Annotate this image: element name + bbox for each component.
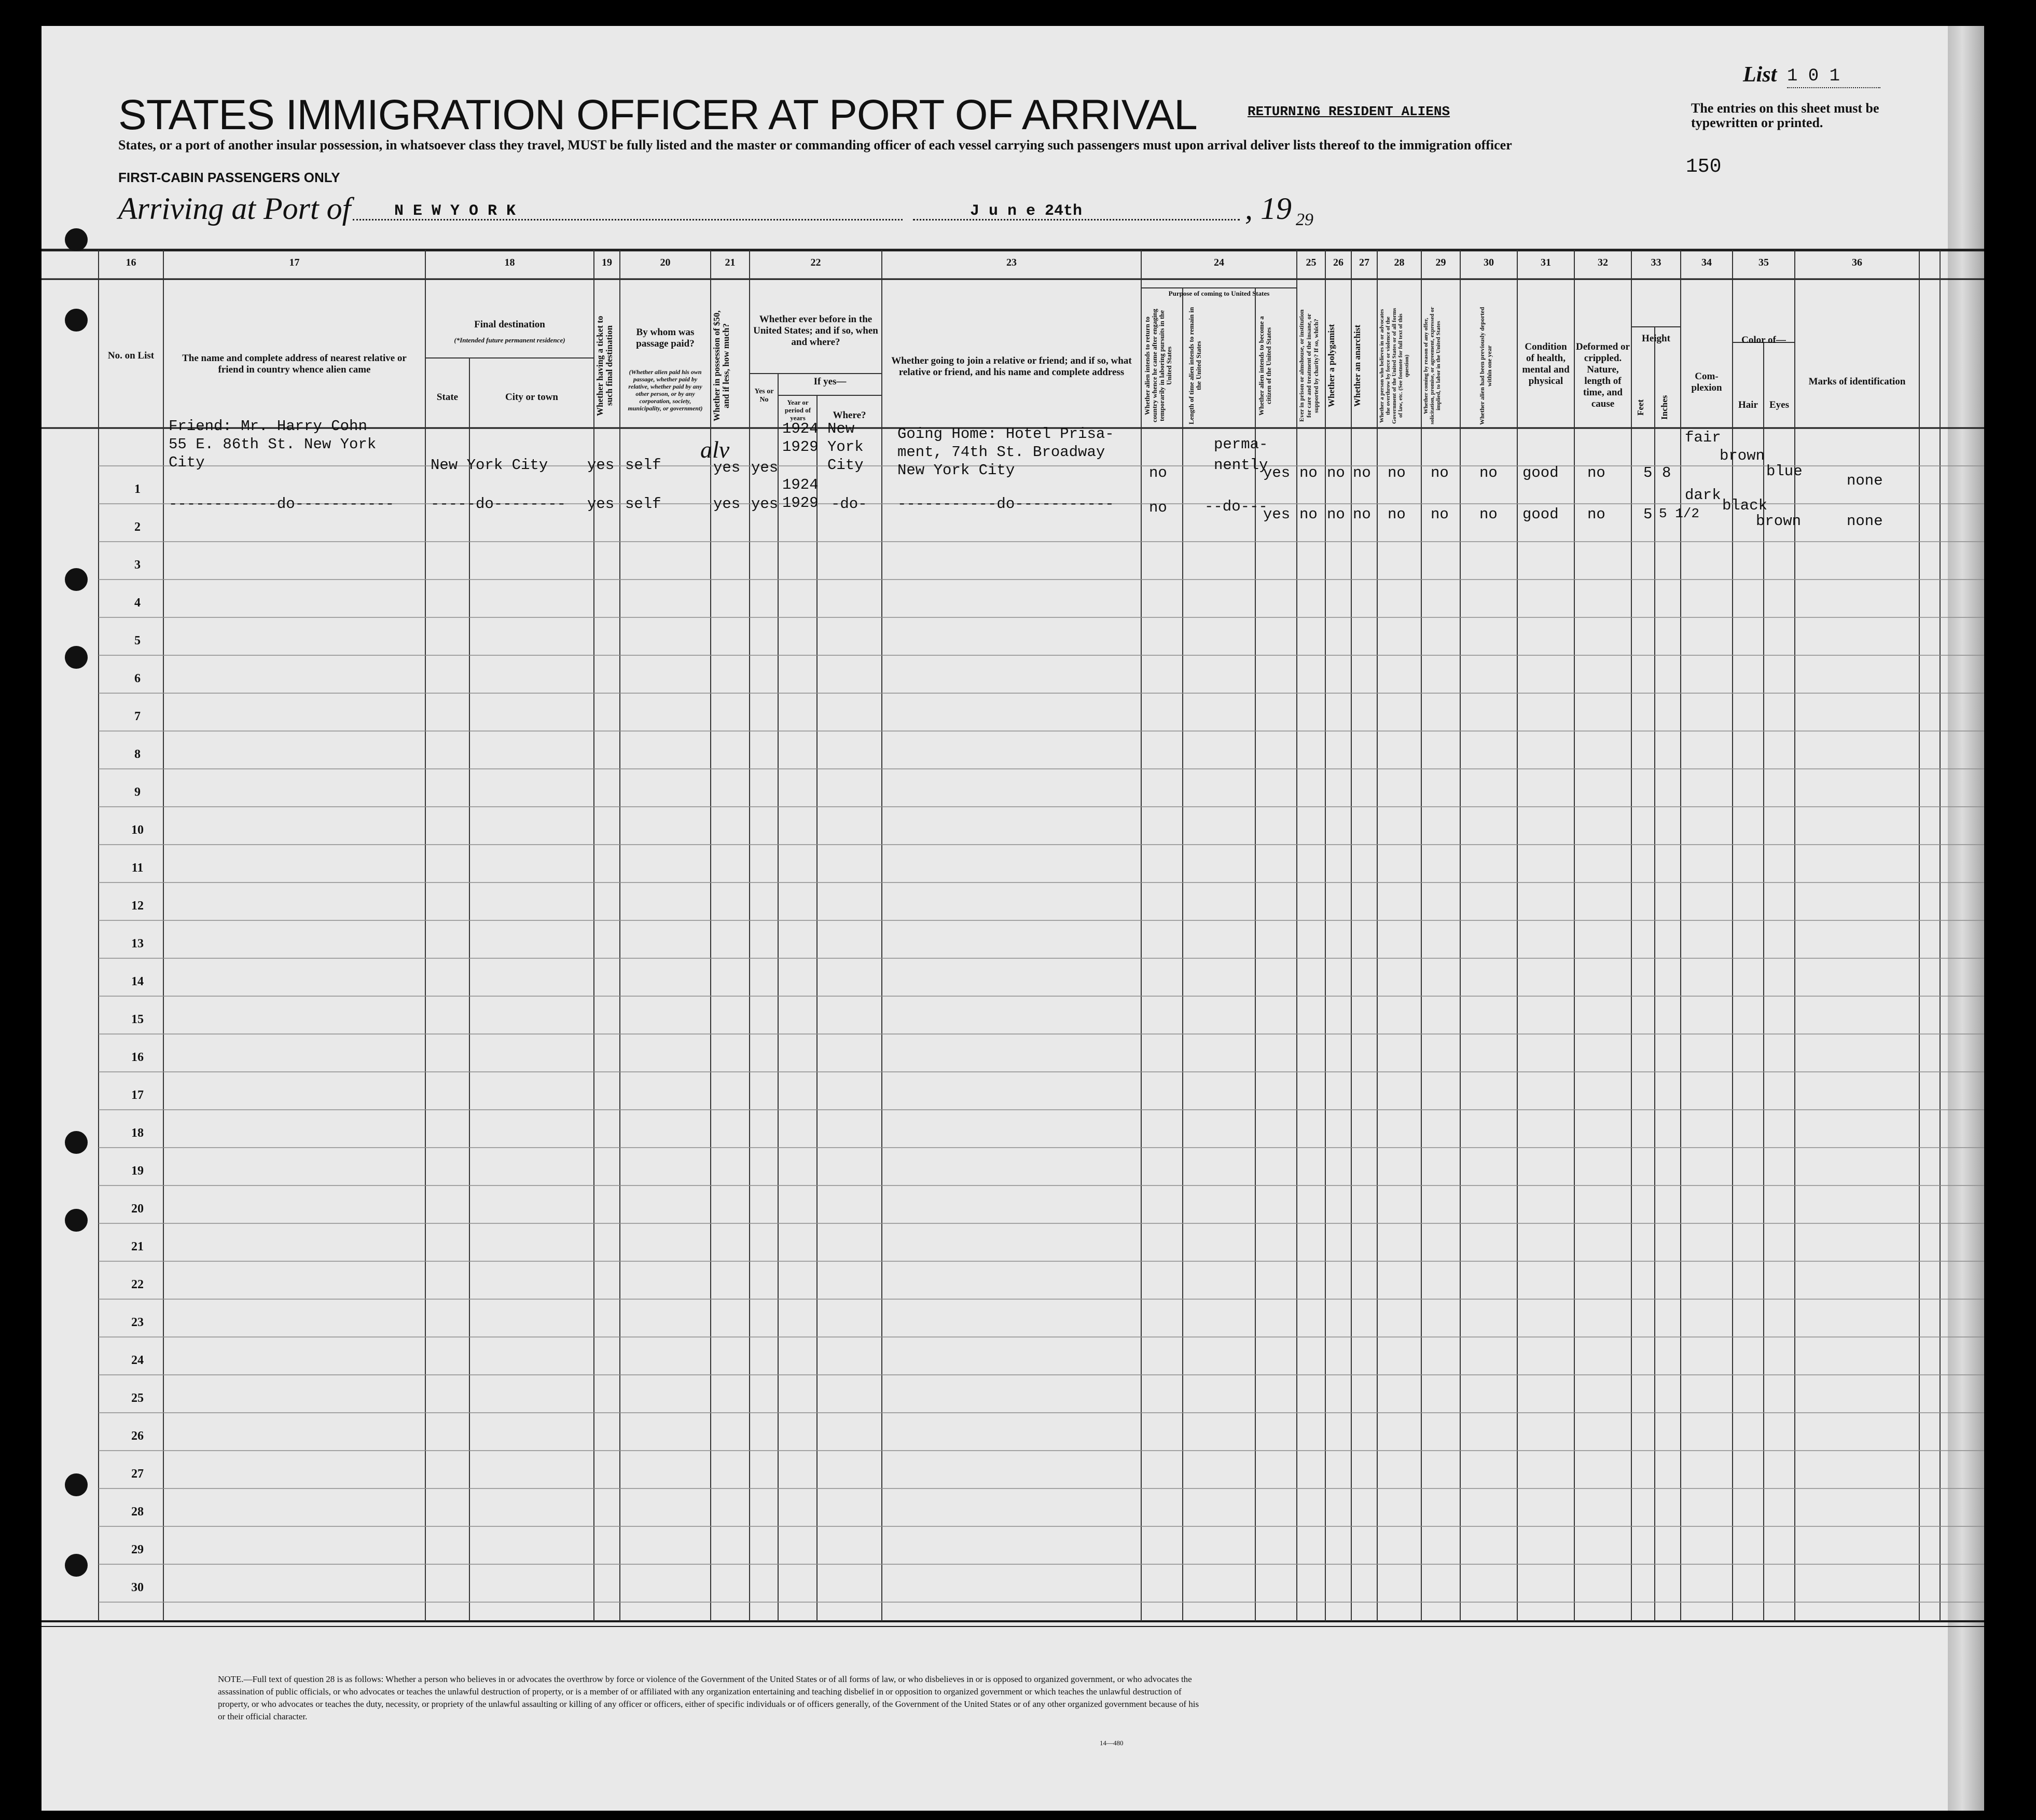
row2-years-line2: 1929 [782, 494, 819, 512]
header-before: Whether ever before in the United States; and if so, when and where? [753, 314, 878, 348]
row1-years-line1: 1924 [782, 420, 819, 437]
row1-joining-line2: ment, 74th St. Broadway [897, 444, 1105, 461]
arrival-date: J u n e 24th [970, 202, 1083, 220]
row2-eyes: brown [1756, 513, 1802, 530]
row-number: 29 [131, 1543, 144, 1556]
row-number: 20 [131, 1202, 144, 1216]
row1-ticket: yes [587, 457, 615, 474]
column-number-16: 16 [126, 257, 136, 268]
table-grid [41, 26, 1984, 1811]
row1-eyes: blue [1766, 463, 1803, 480]
header-marks: Marks of identification [1808, 376, 1906, 387]
row2-hair: black [1722, 497, 1768, 514]
punch-hole [65, 646, 88, 669]
column-number-24: 24 [1214, 257, 1224, 268]
row-number: 8 [134, 748, 141, 761]
row-number: 23 [131, 1316, 144, 1329]
row1-where-line1: New [827, 420, 855, 437]
row1-where-line3: City [827, 457, 864, 474]
list-label: List [1743, 63, 1777, 87]
punch-hole [65, 1473, 88, 1496]
row2-q30: no [1479, 506, 1498, 523]
row2-q26: no [1327, 506, 1345, 523]
row-number: 30 [131, 1581, 144, 1594]
row2-purpose-citizen: yes [1263, 506, 1291, 523]
row1-feet: 5 [1643, 464, 1653, 481]
row1-purpose-return: no [1149, 464, 1167, 481]
column-number-27: 27 [1359, 257, 1369, 268]
column-number-23: 23 [1006, 257, 1017, 268]
row-number: 3 [134, 558, 141, 572]
header-passage-note: (Whether alien paid his own passage, whether paid by relative, whether paid by any other person, or by any corporation, society, municipality, or government) [628, 368, 703, 412]
header-inches: Inches [1659, 395, 1669, 420]
punch-hole [65, 568, 88, 591]
row2-deformed: no [1587, 506, 1605, 523]
row2-years-line1: 1924 [782, 476, 819, 493]
row1-health: good [1522, 464, 1559, 481]
typewritten-instruction: The entries on this sheet must be typewritten or printed. [1691, 101, 1879, 130]
row2-ticket: yes [587, 495, 615, 513]
cabin-class: FIRST-CABIN PASSENGERS ONLY [118, 170, 340, 185]
row2-money: yes [713, 495, 741, 513]
column-number-35: 35 [1758, 257, 1769, 268]
row1-years-line2: 1929 [782, 438, 819, 456]
punch-hole [65, 309, 88, 332]
row1-money-annotation: alv [700, 436, 730, 463]
column-number-17: 17 [289, 257, 300, 268]
header-purpose-return: Whether alien intends to return to country whence he came after engaging temporarily in laboring pursuits in the United States [1143, 309, 1173, 423]
header-purpose-length: Length of time alien intends to remain in the United States [1187, 307, 1202, 425]
manifest-sheet [41, 26, 1984, 1811]
row2-q27: no [1353, 506, 1371, 523]
header-yes-no: Yes or No [754, 388, 774, 404]
row1-marks: none [1847, 472, 1883, 489]
header-health: Condition of health, mental and physical [1522, 341, 1570, 387]
row1-hair: brown [1720, 447, 1765, 464]
row-number: 18 [131, 1126, 144, 1140]
header-q28: Whether a person who believes in or advocates the overthrow by force or violence of the Government of the United States or of all forms of law, etc. (See footnote for full text of this question) [1379, 308, 1410, 424]
row-number: 16 [131, 1051, 144, 1064]
row2-relative: ------------do----------- [169, 495, 395, 513]
list-number: 1 0 1 [1787, 66, 1840, 86]
row-number: 24 [131, 1354, 144, 1367]
row-number: 2 [134, 520, 141, 534]
header-passage: By whom was passage paid? [636, 327, 695, 349]
arriving-label: Arriving at Port of [118, 191, 351, 226]
footnote-question-28: NOTE.—Full text of question 28 is as follows: Whether a person who believes in or advocates the overthrow by force or violence of the Government of the United States or of all forms of law, or who disbelieves in or is opposed to organized government, or who advocates the assassination of public officials, or who advocates or teaches the unlawful destruction of property, or is a member of or affiliated with any organization entertaining and teaching disbelief in or opposition to organized government or which teaches the unlawful destruction of property, or who advocates or teaches the duty, necessity, or propriety of the unlawful assaulting or killing of any officer or officers, either of specific individuals or of officers generally, of the Government of the United States or of any other organized government because of his or their official character. [218, 1674, 1199, 1721]
column-number-25: 25 [1306, 257, 1317, 268]
header-polygamist: Whether a polygamist [1326, 324, 1336, 408]
row2-inches: 5 1/2 [1659, 506, 1700, 521]
header-if-yes: If yes— [813, 376, 847, 387]
column-number-30: 30 [1484, 257, 1494, 268]
row-number: 28 [131, 1505, 144, 1519]
header-anarchist: Whether an anarchist [1352, 324, 1362, 407]
row1-relative-line3: City [169, 454, 205, 471]
column-number-31: 31 [1541, 257, 1551, 268]
row1-purpose-citizen: yes [1263, 464, 1291, 481]
header-final-destination: Final destination [474, 319, 545, 330]
row1-q29: no [1431, 464, 1449, 481]
row2-purpose-length: --do--- [1204, 498, 1268, 515]
year-prefix: , 19 [1245, 191, 1292, 226]
column-number-34: 34 [1701, 257, 1712, 268]
row-number: 27 [131, 1467, 144, 1481]
header-year-period: Year or period of years [784, 398, 811, 422]
row2-q29: no [1431, 506, 1449, 523]
form-number: 14—480 [1100, 1739, 1124, 1747]
column-number-36: 36 [1852, 257, 1862, 268]
header-purpose-citizen: Whether alien intends to become a citizen of the United States [1257, 316, 1272, 416]
header-joining: Whether going to join a relative or friend; and if so, what relative or friend, and his name and complete address [891, 355, 1132, 378]
row1-q28: no [1388, 464, 1406, 481]
column-number-18: 18 [504, 257, 515, 268]
sheet-number: 150 [1686, 156, 1722, 178]
header-q29: Whether coming by reason of any offer, solicitation, promise, or agreement, expressed or implied, to labor in the United States [1423, 307, 1442, 425]
row-number: 25 [131, 1391, 144, 1405]
row2-before: yes [751, 495, 779, 513]
row-number: 12 [131, 899, 144, 913]
row1-q27: no [1353, 464, 1371, 481]
row2-health: good [1522, 506, 1559, 523]
row1-q30: no [1479, 464, 1498, 481]
row1-q25: no [1299, 464, 1318, 481]
row2-marks: none [1847, 513, 1883, 530]
punch-hole [65, 228, 88, 251]
row2-feet: 5 [1643, 506, 1653, 523]
row2-where: -do- [831, 495, 867, 513]
header-hair: Hair [1738, 399, 1758, 410]
row1-relative-line2: 55 E. 86th St. New York [169, 436, 377, 453]
row1-purpose-length-line2: nently [1214, 457, 1268, 474]
header-q30: Whether alien had been previously deported within one year [1478, 307, 1493, 425]
row1-money: yes [713, 459, 741, 476]
row1-deformed: no [1587, 464, 1605, 481]
row2-purpose-return: no [1149, 499, 1167, 516]
row-number: 4 [134, 596, 141, 610]
column-number-20: 20 [660, 257, 671, 268]
row-number: 19 [131, 1164, 144, 1178]
row-number: 1 [134, 482, 141, 496]
row1-passage: self [625, 457, 661, 474]
column-number-26: 26 [1333, 257, 1344, 268]
header-relative: The name and complete address of nearest relative or friend in country whence alien came [182, 353, 407, 375]
column-number-33: 33 [1651, 257, 1661, 268]
header-city: City or town [505, 392, 559, 403]
row-number: 7 [134, 710, 141, 723]
row1-q26: no [1327, 464, 1345, 481]
row-number: 13 [131, 937, 144, 950]
row-number: 15 [131, 1013, 144, 1026]
row-number: 10 [131, 823, 144, 837]
row-number: 5 [134, 634, 141, 647]
row-number: 17 [131, 1088, 144, 1102]
header-where: Where? [833, 410, 866, 421]
column-number-29: 29 [1435, 257, 1446, 268]
row-number: 6 [134, 672, 141, 685]
header-color-of: Color of— [1741, 335, 1786, 346]
row2-q25: no [1299, 506, 1318, 523]
header-height: Height [1642, 333, 1670, 344]
row1-city: New York City [431, 457, 548, 474]
header-complexion: Com-plexion [1691, 371, 1722, 393]
row1-joining-line3: New York City [897, 462, 1015, 479]
header-purpose: Purpose of coming to United States [1168, 289, 1270, 297]
row-number: 22 [131, 1278, 144, 1291]
column-number-22: 22 [810, 257, 821, 268]
punch-hole [65, 1131, 88, 1154]
subtitle: States, or a port of another insular possession, in whatsoever class they travel, MUST be fully listed and the master or commanding officer of each vessel carrying such passengers must upon arrival deliver lists thereof to the immigration officer [118, 137, 1512, 153]
row-number: 26 [131, 1429, 144, 1443]
row1-relative-line1: Friend: Mr. Harry Cohn [169, 418, 367, 435]
header-money: Whether in possession of $50, and if less, how much? [712, 310, 731, 421]
header-prison: Ever in prison or almshouse, or institution for care and treatment of the insane, or supported by charity? If so, which? [1298, 309, 1320, 422]
header-feet: Feet [1636, 399, 1645, 416]
row-number: 9 [134, 785, 141, 799]
row2-complexion: dark [1685, 487, 1721, 504]
class-label: RETURNING RESIDENT ALIENS [1248, 104, 1450, 119]
column-number-19: 19 [602, 257, 612, 268]
row2-city: -----do-------- [431, 495, 566, 513]
row1-purpose-length-line1: perma- [1214, 436, 1268, 453]
column-number-32: 32 [1598, 257, 1608, 268]
page-title: STATES IMMIGRATION OFFICER AT PORT OF ARRIVAL [118, 91, 1197, 139]
row1-inches: 8 [1662, 464, 1671, 481]
port-name: N E W Y O R K [394, 202, 516, 220]
header-ticket: Whether having a ticket to such final destination [595, 315, 614, 416]
row2-passage: self [625, 495, 661, 513]
row1-joining-line1: Going Home: Hotel Prisa- [897, 425, 1114, 443]
row2-joining: -----------do----------- [897, 495, 1114, 513]
row-number: 21 [131, 1240, 144, 1253]
punch-hole [65, 1554, 88, 1577]
column-number-28: 28 [1394, 257, 1405, 268]
header-deformed: Deformed or crippled. Nature, length of time, and cause [1576, 341, 1630, 409]
header-state: State [436, 392, 459, 403]
header-no-on-list: No. on List [107, 350, 155, 361]
header-final-destination-note: (*Intended future permanent residence) [454, 336, 565, 344]
punch-hole [65, 1209, 88, 1232]
row-number: 11 [131, 861, 144, 875]
column-number-21: 21 [725, 257, 736, 268]
row2-q28: no [1388, 506, 1406, 523]
year-suffix: 29 [1296, 210, 1313, 229]
row1-before: yes [751, 459, 779, 476]
header-eyes: Eyes [1769, 399, 1789, 410]
row1-complexion: fair [1685, 429, 1721, 446]
row1-where-line2: York [827, 438, 864, 456]
row-number: 14 [131, 975, 144, 988]
